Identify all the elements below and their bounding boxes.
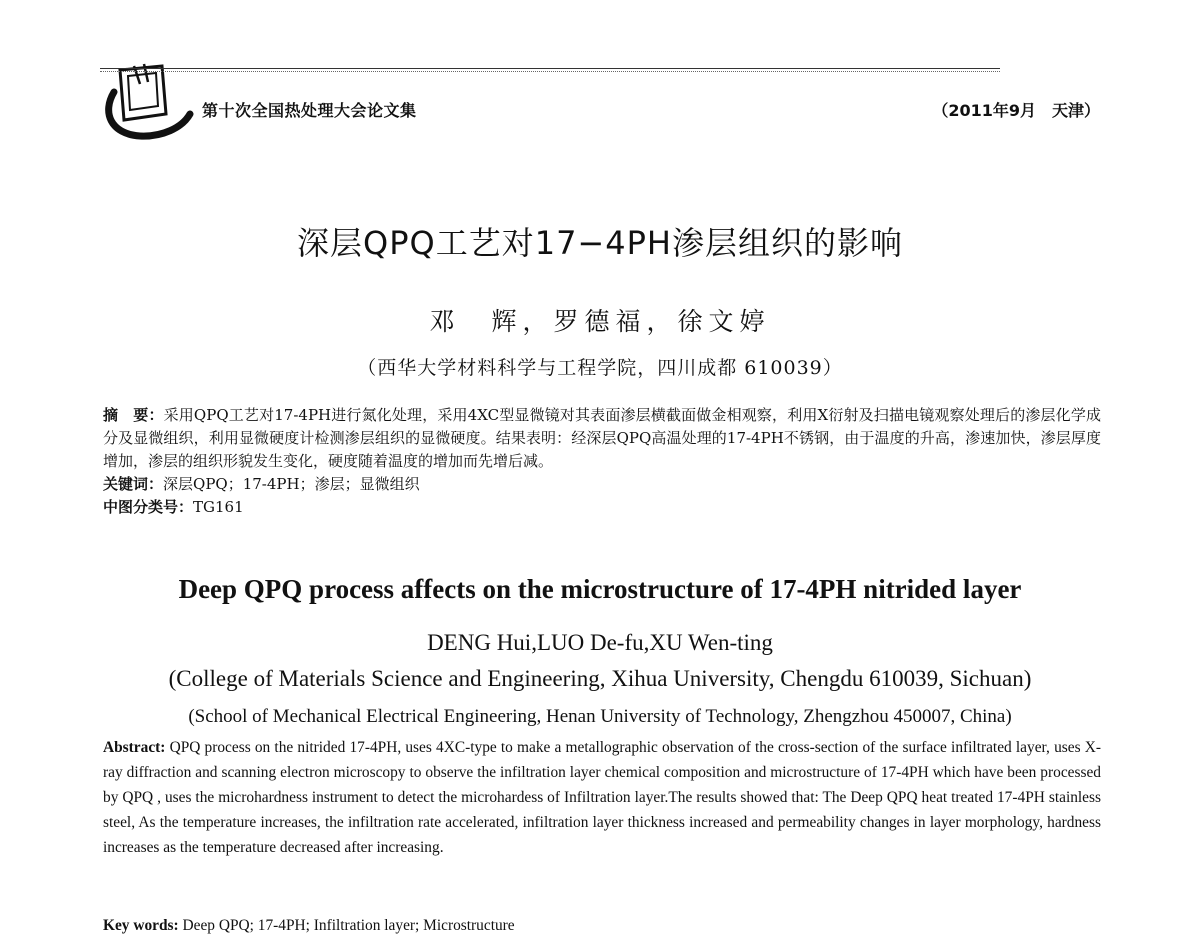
english-affiliation-1: (College of Materials Science and Engineering, Xihua University, Chengdu 610039, Sichuan) — [168, 666, 1032, 691]
english-abstract-label: Abstract: — [103, 739, 166, 756]
english-affiliation-2: (School of Mechanical Electrical Engineering, Henan University of Technology, Zhengzhou 450007, China) — [188, 706, 1012, 727]
chinese-keywords-label: 关键词： — [103, 475, 164, 493]
journal-logo-icon — [100, 62, 195, 140]
english-title: Deep QPQ process affects on the microstructure of 17-4PH nitrided layer — [178, 574, 1022, 604]
chinese-classification-code: TG161 — [193, 498, 244, 516]
chinese-classification — [103, 496, 1101, 519]
english-keywords-text: Deep QPQ; 17-4PH; Infiltration layer; Microstructure — [178, 917, 515, 934]
chinese-abstract — [103, 404, 1101, 473]
chinese-classification-label: 中图分类号： — [103, 498, 194, 516]
english-keywords — [103, 917, 1101, 935]
journal-name: 第十次全国热处理大会论文集 — [202, 101, 417, 120]
header-rule — [100, 68, 1000, 69]
chinese-abstract-text: 采用QPQ工艺对17-4PH进行氮化处理，采用4XC型显微镜对其表面渗层横截面做金相观察，利用X衍射及扫描电镜观察处理后的渗层化学成分及显微组织，利用显微硬度计检测渗层组织的显微硬度。结果表明：经深层QPQ高温处理的17-4PH不锈钢，由于温度的升高，渗速加快，渗层厚度增加，渗层的组织形貌发生变化，硬度随着温度的增加而先增后减。 — [103, 406, 1101, 470]
english-abstract-text: QPQ process on the nitrided 17-4PH, uses 4XC-type to make a metallographic observation of the cross-section of the surface infiltrated layer, uses X-ray diffraction and scanning electron microscopy to observe the infiltration layer chemical composition and microstructure of 17-4PH which have been processed by QPQ , uses the microhardness instrument to detect the microhardess of Infiltration layer.The results showed that: The Deep QPQ heat treated 17-4PH stainless steel, As the temperature increases, the infiltration rate accelerated, infiltration layer thickness increased and permeability changes in layer morphology, hardness increases as the temperature decreased after increasing. — [103, 739, 1101, 856]
chinese-authors: 邓 辉，罗德福，徐文婷 — [429, 307, 771, 336]
conference-date: （2011年9月 天津） — [932, 101, 1100, 120]
header-dotted-rule — [100, 71, 1000, 72]
chinese-abstract-label: 摘 要： — [103, 406, 164, 424]
english-abstract — [103, 735, 1101, 860]
chinese-keywords — [103, 473, 1101, 496]
running-header — [100, 62, 1100, 140]
chinese-title: 深层QPQ工艺对17−4PH渗层组织的影响 — [297, 224, 903, 262]
chinese-affiliation: （西华大学材料科学与工程学院，四川成都 610039） — [357, 357, 843, 379]
english-authors: DENG Hui,LUO De-fu,XU Wen-ting — [427, 630, 773, 655]
chinese-keywords-text: 深层QPQ；17-4PH；渗层；显微组织 — [163, 475, 420, 493]
chinese-abstract-block — [103, 404, 1101, 519]
english-keywords-label: Key words: — [103, 917, 179, 934]
